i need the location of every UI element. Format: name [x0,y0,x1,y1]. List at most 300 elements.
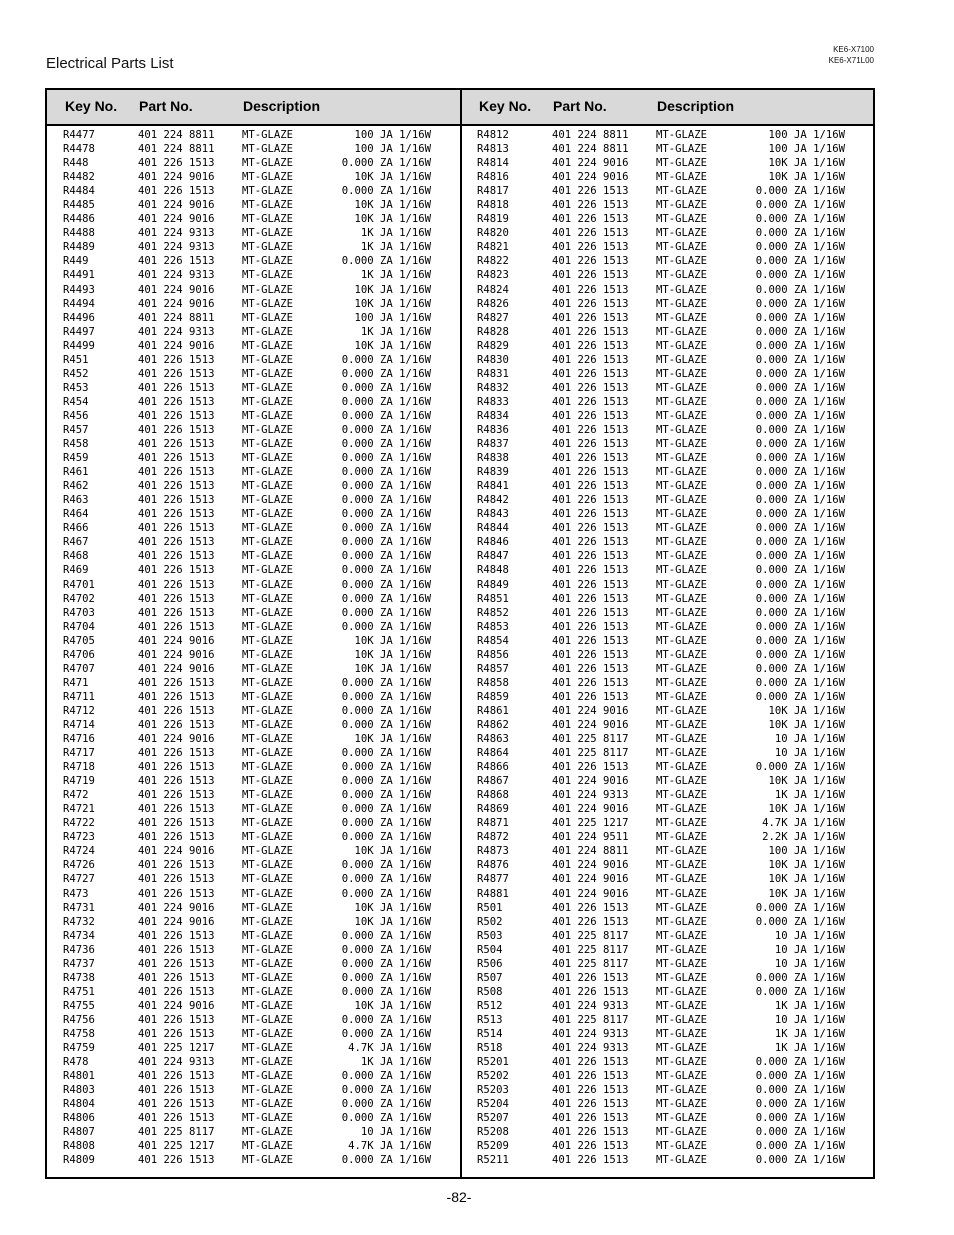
table-row [63,858,443,872]
part-no-cell: 401 226 1513 [138,522,215,535]
value-cell: 0.000 ZA 1/16W [341,409,431,422]
part-no-cell: 401 226 1513 [138,1084,215,1097]
page-number: -82- [446,1189,472,1205]
part-no-cell: 401 226 1513 [138,353,215,366]
table-row [477,872,857,886]
key-no-cell: R4862 [477,718,509,731]
part-no-cell: 401 226 1513 [138,859,215,872]
part-no-cell: 401 224 9016 [138,733,215,746]
part-no-cell: 401 224 9016 [138,199,215,212]
description-cell: MT-GLAZE [656,143,708,156]
description-cell: MT-GLAZE [656,423,708,436]
value-cell: 0.000 ZA 1/16W [755,381,845,394]
column-header-description: Description [243,98,321,114]
table-row [63,985,443,999]
table-row [63,297,443,311]
table-row [63,395,443,409]
description-cell: MT-GLAZE [656,704,708,717]
table-row [63,184,443,198]
part-no-cell: 401 224 9313 [552,999,629,1012]
table-row [477,985,857,999]
description-cell: MT-GLAZE [242,508,294,521]
part-no-cell: 401 226 1513 [138,620,215,633]
description-cell: MT-GLAZE [656,859,708,872]
part-no-cell: 401 226 1513 [138,803,215,816]
description-cell: MT-GLAZE [242,704,294,717]
value-cell: 0.000 ZA 1/16W [341,1013,431,1026]
table-row [477,311,857,325]
table-row [477,367,857,381]
description-cell: MT-GLAZE [242,466,294,479]
key-no-cell: R5203 [477,1084,509,1097]
value-cell: 0.000 ZA 1/16W [755,508,845,521]
part-no-cell: 401 225 8117 [552,1013,629,1026]
part-no-cell: 401 226 1513 [138,185,215,198]
part-no-cell: 401 226 1513 [552,761,629,774]
description-cell: MT-GLAZE [242,143,294,156]
part-no-cell: 401 226 1513 [552,438,629,451]
description-cell: MT-GLAZE [242,775,294,788]
key-no-cell: R464 [63,508,89,521]
description-cell: MT-GLAZE [656,1056,708,1069]
part-no-cell: 401 226 1513 [138,578,215,591]
description-cell: MT-GLAZE [242,733,294,746]
description-cell: MT-GLAZE [242,690,294,703]
description-cell: MT-GLAZE [656,199,708,212]
part-no-cell: 401 224 9016 [138,213,215,226]
parts-list-right [477,128,857,1167]
table-row [63,156,443,170]
value-cell: 10K JA 1/16W [768,859,845,872]
value-cell: 0.000 ZA 1/16W [341,157,431,170]
description-cell: MT-GLAZE [242,213,294,226]
value-cell: 0.000 ZA 1/16W [341,985,431,998]
value-cell: 0.000 ZA 1/16W [755,915,845,928]
table-row [63,592,443,606]
value-cell: 10K JA 1/16W [354,662,431,675]
part-no-cell: 401 226 1513 [138,761,215,774]
model-code: KE6-X7100 [833,45,874,54]
part-no-cell: 401 226 1513 [138,817,215,830]
value-cell: 10K JA 1/16W [354,171,431,184]
part-no-cell: 401 226 1513 [552,480,629,493]
table-row [477,718,857,732]
value-cell: 0.000 ZA 1/16W [341,1154,431,1167]
value-cell: 0.000 ZA 1/16W [341,438,431,451]
table-row [477,887,857,901]
value-cell: 10K JA 1/16W [354,915,431,928]
part-no-cell: 401 226 1513 [138,157,215,170]
table-row [63,816,443,830]
key-no-cell: R4731 [63,901,95,914]
key-no-cell: R4723 [63,831,95,844]
key-no-cell: R451 [63,353,89,366]
table-row [63,1083,443,1097]
description-cell: MT-GLAZE [656,283,708,296]
key-no-cell: R514 [477,1028,503,1040]
table-row [63,844,443,858]
value-cell: 0.000 ZA 1/16W [341,536,431,549]
description-cell: MT-GLAZE [656,803,708,816]
key-no-cell: R5204 [477,1098,509,1111]
description-cell: MT-GLAZE [656,690,708,703]
description-cell: MT-GLAZE [656,761,708,774]
value-cell: 0.000 ZA 1/16W [755,494,845,507]
part-no-cell: 401 226 1513 [138,887,215,900]
key-no-cell: R4877 [477,873,509,886]
description-cell: MT-GLAZE [242,255,294,268]
table-row [63,465,443,479]
part-no-cell: 401 226 1513 [138,1013,215,1026]
description-cell: MT-GLAZE [656,269,708,282]
part-no-cell: 401 226 1513 [552,367,629,380]
part-no-cell: 401 226 1513 [138,536,215,549]
part-no-cell: 401 226 1513 [552,466,629,479]
key-no-cell: R4484 [63,185,95,198]
value-cell: 0.000 ZA 1/16W [755,480,845,493]
key-no-cell: R467 [63,536,89,549]
key-no-cell: R4497 [63,325,95,338]
part-no-cell: 401 226 1513 [552,662,629,675]
part-no-cell: 401 226 1513 [138,747,215,760]
part-no-cell: 401 226 1513 [552,423,629,436]
key-no-cell: R4701 [63,578,95,591]
table-row [477,297,857,311]
description-cell: MT-GLAZE [656,845,708,858]
description-cell: MT-GLAZE [242,550,294,563]
description-cell: MT-GLAZE [242,676,294,689]
value-cell: 0.000 ZA 1/16W [341,466,431,479]
model-codes [829,44,874,66]
table-row [63,999,443,1013]
key-no-cell: R4727 [63,873,95,886]
key-no-cell: R5211 [477,1154,509,1167]
description-cell: MT-GLAZE [242,494,294,507]
table-row [477,648,857,662]
value-cell: 0.000 ZA 1/16W [755,522,845,535]
key-no-cell: R461 [63,466,89,479]
part-no-cell: 401 226 1513 [552,620,629,633]
table-row [477,521,857,535]
part-no-cell: 401 226 1513 [552,339,629,352]
key-no-cell: R513 [477,1013,503,1026]
table-row [477,662,857,676]
value-cell: 1K JA 1/16W [774,1042,845,1055]
value-cell: 1K JA 1/16W [360,1056,431,1069]
description-cell: MT-GLAZE [242,859,294,872]
value-cell: 0.000 ZA 1/16W [755,761,845,774]
table-row [477,184,857,198]
description-cell: MT-GLAZE [242,634,294,647]
value-cell: 0.000 ZA 1/16W [341,803,431,816]
key-no-cell: R502 [477,915,503,928]
table-row [477,1153,857,1167]
description-cell: MT-GLAZE [656,508,708,521]
table-row [477,690,857,704]
description-cell: MT-GLAZE [656,999,708,1012]
description-cell: MT-GLAZE [656,971,708,984]
value-cell: 0.000 ZA 1/16W [755,269,845,282]
part-no-cell: 401 224 9313 [138,269,215,282]
key-no-cell: R4806 [63,1112,95,1125]
description-cell: MT-GLAZE [656,775,708,788]
value-cell: 10K JA 1/16W [354,634,431,647]
key-no-cell: R452 [63,367,89,380]
value-cell: 0.000 ZA 1/16W [341,929,431,942]
description-cell: MT-GLAZE [656,227,708,240]
key-no-cell: R468 [63,550,89,563]
part-no-cell: 401 226 1513 [552,522,629,535]
description-cell: MT-GLAZE [656,1042,708,1055]
description-cell: MT-GLAZE [242,789,294,802]
table-row [63,1041,443,1055]
value-cell: 0.000 ZA 1/16W [755,1126,845,1139]
part-no-cell: 401 224 9016 [552,171,629,184]
description-cell: MT-GLAZE [656,592,708,605]
value-cell: 0.000 ZA 1/16W [755,423,845,436]
part-no-cell: 401 226 1513 [552,578,629,591]
key-no-cell: R463 [63,494,89,507]
key-no-cell: R4489 [63,241,95,254]
column-header-key-no: Key No. [65,98,118,114]
value-cell: 0.000 ZA 1/16W [341,676,431,689]
table-row [477,283,857,297]
table-row [477,170,857,184]
description-cell: MT-GLAZE [242,957,294,970]
part-no-cell: 401 226 1513 [138,971,215,984]
table-row [63,493,443,507]
key-no-cell: R4717 [63,747,95,760]
value-cell: 0.000 ZA 1/16W [755,662,845,675]
part-no-cell: 401 224 9016 [138,339,215,352]
part-no-cell: 401 226 1513 [552,227,629,240]
description-cell: MT-GLAZE [242,452,294,465]
value-cell: 0.000 ZA 1/16W [341,831,431,844]
table-row [63,830,443,844]
description-cell: MT-GLAZE [242,438,294,451]
part-no-cell: 401 224 8811 [552,129,629,141]
key-no-cell: R4863 [477,733,509,746]
key-no-cell: R4819 [477,213,509,226]
description-cell: MT-GLAZE [656,676,708,689]
key-no-cell: R4703 [63,606,95,619]
value-cell: 0.000 ZA 1/16W [755,452,845,465]
key-no-cell: R4486 [63,213,95,226]
key-no-cell: R4872 [477,831,509,844]
key-no-cell: R4711 [63,690,95,703]
value-cell: 0.000 ZA 1/16W [341,859,431,872]
description-cell: MT-GLAZE [242,1056,294,1069]
key-no-cell: R4866 [477,761,509,774]
key-no-cell: R508 [477,985,503,998]
description-cell: MT-GLAZE [656,606,708,619]
value-cell: 0.000 ZA 1/16W [341,185,431,198]
value-cell: 10K JA 1/16W [354,199,431,212]
table-row [63,1153,443,1167]
value-cell: 0.000 ZA 1/16W [341,775,431,788]
key-no-cell: R4755 [63,999,95,1012]
value-cell: 0.000 ZA 1/16W [341,522,431,535]
value-cell: 10K JA 1/16W [354,339,431,352]
table-row [477,1111,857,1125]
value-cell: 0.000 ZA 1/16W [755,1084,845,1097]
part-no-cell: 401 226 1513 [138,957,215,970]
value-cell: 10K JA 1/16W [354,283,431,296]
description-cell: MT-GLAZE [656,157,708,170]
key-no-cell: R4846 [477,536,509,549]
table-row [477,774,857,788]
table-row [63,563,443,577]
description-cell: MT-GLAZE [656,452,708,465]
key-no-cell: R4493 [63,283,95,296]
value-cell: 4.7K JA 1/16W [762,817,845,830]
description-cell: MT-GLAZE [656,1084,708,1097]
description-cell: MT-GLAZE [242,817,294,830]
value-cell: 1K JA 1/16W [360,269,431,282]
key-no-cell: R4813 [477,143,509,156]
key-no-cell: R4488 [63,227,95,240]
table-row [63,887,443,901]
value-cell: 100 JA 1/16W [354,311,431,324]
value-cell: 10K JA 1/16W [768,171,845,184]
table-row [477,1041,857,1055]
key-no-cell: R4836 [477,423,509,436]
key-no-cell: R4838 [477,452,509,465]
description-cell: MT-GLAZE [656,733,708,746]
key-no-cell: R4734 [63,929,95,942]
table-row [63,957,443,971]
value-cell: 0.000 ZA 1/16W [341,564,431,577]
value-cell: 0.000 ZA 1/16W [755,409,845,422]
description-cell: MT-GLAZE [242,1126,294,1139]
key-no-cell: R4714 [63,718,95,731]
table-row [477,634,857,648]
part-no-cell: 401 224 8811 [552,845,629,858]
key-no-cell: R459 [63,452,89,465]
table-row [477,788,857,802]
description-cell: MT-GLAZE [656,1140,708,1153]
part-no-cell: 401 226 1513 [138,718,215,731]
table-row [477,128,857,142]
part-no-cell: 401 226 1513 [552,901,629,914]
part-no-cell: 401 226 1513 [552,690,629,703]
column-header-part-no: Part No. [139,98,193,114]
part-no-cell: 401 224 9313 [552,1042,629,1055]
description-cell: MT-GLAZE [656,887,708,900]
description-cell: MT-GLAZE [242,606,294,619]
part-no-cell: 401 224 9016 [552,803,629,816]
key-no-cell: R4876 [477,859,509,872]
key-no-cell: R4477 [63,129,95,141]
key-no-cell: R4856 [477,648,509,661]
value-cell: 0.000 ZA 1/16W [341,704,431,717]
value-cell: 10K JA 1/16W [768,887,845,900]
part-no-cell: 401 226 1513 [552,381,629,394]
value-cell: 0.000 ZA 1/16W [755,634,845,647]
table-row [477,437,857,451]
key-no-cell: R4826 [477,297,509,310]
description-cell: MT-GLAZE [242,803,294,816]
table-row [477,1097,857,1111]
value-cell: 10K JA 1/16W [768,873,845,886]
value-cell: 0.000 ZA 1/16W [755,1070,845,1083]
parts-list-left [63,128,443,1167]
value-cell: 0.000 ZA 1/16W [341,578,431,591]
value-cell: 0.000 ZA 1/16W [341,508,431,521]
key-no-cell: R4859 [477,690,509,703]
description-cell: MT-GLAZE [656,648,708,661]
column-divider [460,90,462,1177]
key-no-cell: R4851 [477,592,509,605]
part-no-cell: 401 226 1513 [138,1028,215,1040]
key-no-cell: R4496 [63,311,95,324]
table-row [63,437,443,451]
table-row [63,732,443,746]
value-cell: 0.000 ZA 1/16W [755,255,845,268]
value-cell: 10K JA 1/16W [768,803,845,816]
table-row [63,634,443,648]
table-row [477,142,857,156]
description-cell: MT-GLAZE [242,171,294,184]
table-row [477,901,857,915]
description-cell: MT-GLAZE [242,199,294,212]
table-row [63,268,443,282]
part-no-cell: 401 226 1513 [138,423,215,436]
key-no-cell: R472 [63,789,89,802]
part-no-cell: 401 226 1513 [552,269,629,282]
column-header-key-no: Key No. [479,98,532,114]
key-no-cell: R4864 [477,747,509,760]
value-cell: 0.000 ZA 1/16W [755,620,845,633]
part-no-cell: 401 224 8811 [138,129,215,141]
table-row [63,872,443,886]
key-no-cell: R4809 [63,1154,95,1167]
description-cell: MT-GLAZE [242,620,294,633]
value-cell: 0.000 ZA 1/16W [755,1154,845,1167]
key-no-cell: R4812 [477,129,509,141]
part-no-cell: 401 224 9016 [138,171,215,184]
part-no-cell: 401 226 1513 [138,943,215,956]
part-no-cell: 401 226 1513 [552,634,629,647]
key-no-cell: R4833 [477,395,509,408]
value-cell: 0.000 ZA 1/16W [341,690,431,703]
key-no-cell: R4705 [63,634,95,647]
table-row [63,521,443,535]
table-row [477,465,857,479]
description-cell: MT-GLAZE [656,255,708,268]
value-cell: 100 JA 1/16W [354,143,431,156]
description-cell: MT-GLAZE [656,339,708,352]
part-no-cell: 401 224 9016 [138,845,215,858]
table-row [63,662,443,676]
part-no-cell: 401 225 1217 [138,1042,215,1055]
part-no-cell: 401 226 1513 [138,480,215,493]
part-no-cell: 401 226 1513 [552,395,629,408]
description-cell: MT-GLAZE [242,522,294,535]
value-cell: 0.000 ZA 1/16W [755,536,845,549]
value-cell: 1K JA 1/16W [360,241,431,254]
part-no-cell: 401 224 9016 [138,915,215,928]
table-row [477,1027,857,1041]
part-no-cell: 401 226 1513 [138,255,215,268]
value-cell: 0.000 ZA 1/16W [341,718,431,731]
table-row [63,423,443,437]
value-cell: 0.000 ZA 1/16W [755,339,845,352]
table-row [63,353,443,367]
description-cell: MT-GLAZE [656,185,708,198]
table-row [63,746,443,760]
table-row [477,254,857,268]
